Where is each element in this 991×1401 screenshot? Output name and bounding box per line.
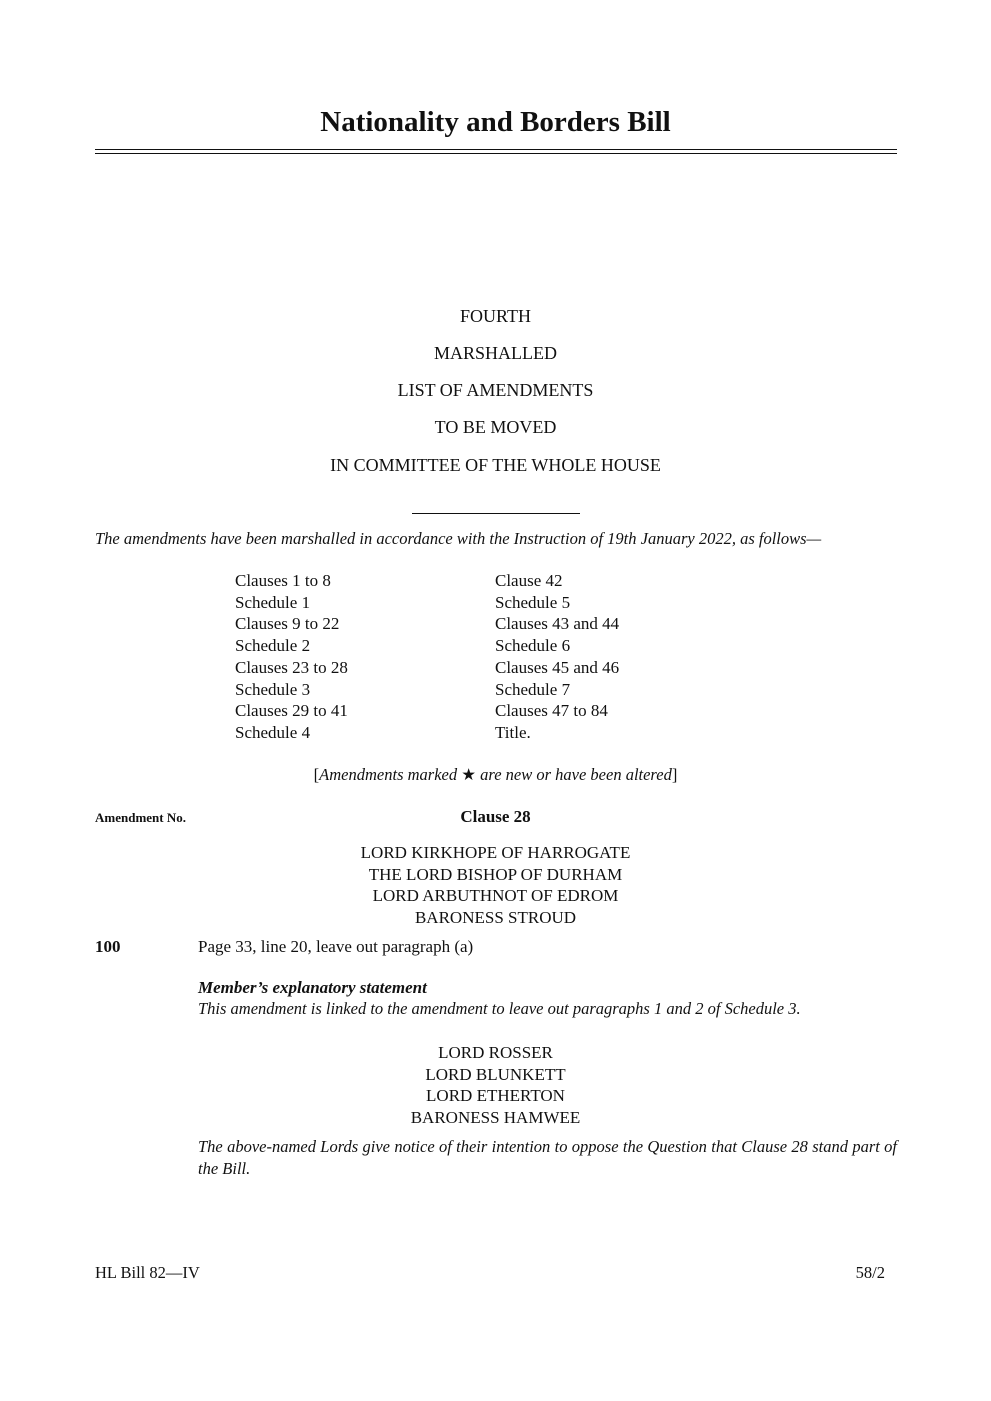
sponsor-name: LORD ROSSER xyxy=(438,1043,553,1062)
sponsors-list xyxy=(0,842,991,928)
order-item: Clauses 9 to 22 xyxy=(235,614,340,634)
sponsors-list xyxy=(0,1042,991,1128)
order-item: Schedule 5 xyxy=(495,592,571,612)
sponsor-name: LORD ARBUTHNOT OF EDROM xyxy=(372,886,619,906)
section-divider xyxy=(412,513,580,514)
note-text: are new or have been altered xyxy=(476,765,672,784)
order-item: Schedule 4 xyxy=(235,722,311,742)
star-icon: ★ xyxy=(461,765,477,784)
heading-line: FOURTH xyxy=(460,306,531,326)
order-item: Schedule 6 xyxy=(495,636,571,656)
order-item: Title. xyxy=(495,722,531,742)
sponsor-name: BARONESS HAMWEE xyxy=(410,1107,581,1127)
amendment-number: 100 xyxy=(95,937,121,956)
bill-reference: HL Bill 82—IV xyxy=(95,1263,200,1282)
bracket: ] xyxy=(671,765,678,784)
intro-paragraph: The amendments have been marshalled in accordance with the Instruction of 19th January 2022, as follows— xyxy=(95,529,822,548)
order-item: Schedule 7 xyxy=(495,679,571,699)
note-text: Amendments marked xyxy=(319,765,462,784)
order-item: Clause 42 xyxy=(495,571,563,590)
amendment-no-label: Amendment No. xyxy=(95,810,186,825)
amendments-note xyxy=(0,765,991,785)
order-item: Schedule 2 xyxy=(235,636,311,656)
oppose-notice: The above-named Lords give notice of their intention to oppose the Question that Clause 28 stand part of the Bill. xyxy=(198,1137,897,1178)
order-item: Clauses 43 and 44 xyxy=(495,614,620,634)
sponsor-name: LORD BLUNKETT xyxy=(425,1064,566,1084)
order-item: Clauses 23 to 28 xyxy=(235,657,348,677)
heading-line: IN COMMITTEE OF THE WHOLE HOUSE xyxy=(330,455,661,475)
order-list-left xyxy=(235,570,348,744)
title-rule-top xyxy=(95,149,897,150)
amendment-text: Page 33, line 20, leave out paragraph (a) xyxy=(198,937,474,956)
heading-line: LIST OF AMENDMENTS xyxy=(397,380,594,400)
sponsor-name: LORD KIRKHOPE OF HARROGATE xyxy=(360,843,631,862)
order-item: Clauses 45 and 46 xyxy=(495,657,620,677)
title-rule-bottom xyxy=(95,153,897,154)
page-reference: 58/2 xyxy=(855,1263,885,1282)
order-item: Schedule 3 xyxy=(235,679,311,699)
sponsor-name: BARONESS STROUD xyxy=(414,907,577,927)
order-item: Schedule 1 xyxy=(235,592,311,612)
heading-line: TO BE MOVED xyxy=(434,417,557,437)
bracket: [ xyxy=(313,765,320,784)
order-item: Clauses 29 to 41 xyxy=(235,701,348,721)
explanatory-statement: This amendment is linked to the amendment to leave out paragraphs 1 and 2 of Schedule 3. xyxy=(198,999,801,1018)
heading-line: MARSHALLED xyxy=(433,343,557,363)
sponsor-name: LORD ETHERTON xyxy=(426,1086,565,1106)
explanatory-statement-heading: Member’s explanatory statement xyxy=(198,978,427,997)
order-item: Clauses 47 to 84 xyxy=(495,701,608,721)
clause-heading: Clause 28 xyxy=(460,807,531,826)
document-title: Nationality and Borders Bill xyxy=(320,106,671,138)
order-item: Clauses 1 to 8 xyxy=(235,571,331,590)
sponsor-name: THE LORD BISHOP OF DURHAM xyxy=(368,864,623,884)
order-list-right xyxy=(495,570,619,744)
